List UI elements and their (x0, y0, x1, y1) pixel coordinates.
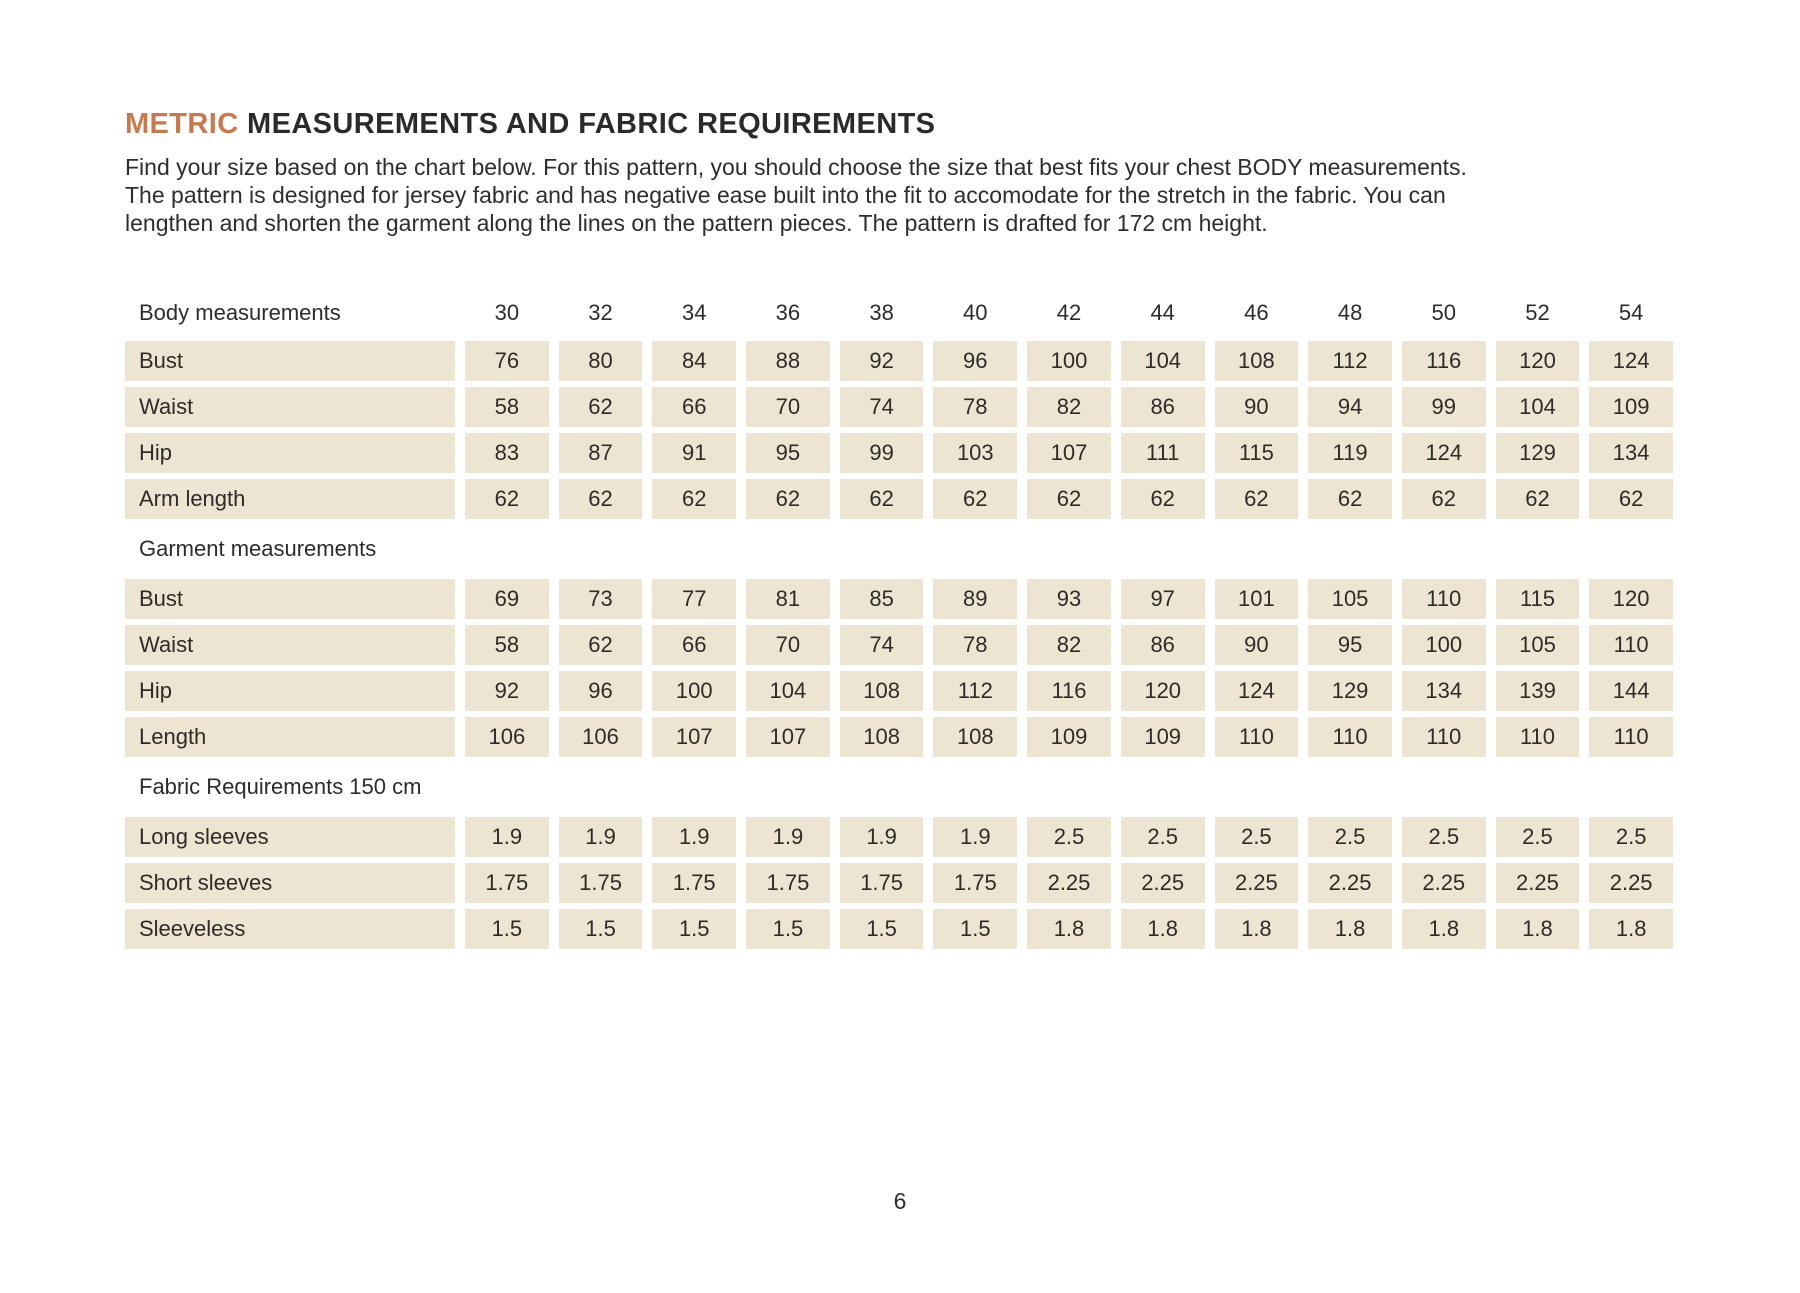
size-column-header: 30 (494, 300, 520, 325)
section-header: Fabric Requirements 150 cm (139, 774, 422, 799)
value-cell: 95 (1308, 625, 1392, 665)
value-cell: 104 (1121, 341, 1205, 381)
value-cell: 62 (1402, 479, 1486, 519)
row-label: Bust (125, 341, 455, 381)
value-cell: 82 (1027, 387, 1111, 427)
value-cell: 86 (1121, 387, 1205, 427)
value-cell: 99 (840, 433, 924, 473)
value-cell: 2.25 (1589, 863, 1673, 903)
value-cell: 73 (559, 579, 643, 619)
value-cell: 1.75 (840, 863, 924, 903)
value-cell: 100 (652, 671, 736, 711)
size-column-header: 46 (1244, 300, 1269, 325)
value-cell: 62 (933, 479, 1017, 519)
value-cell: 87 (559, 433, 643, 473)
value-cell: 110 (1402, 717, 1486, 757)
value-cell: 134 (1402, 671, 1486, 711)
size-table (125, 293, 1673, 949)
size-column-header: 36 (775, 300, 801, 325)
value-cell: 1.9 (465, 817, 549, 857)
value-cell: 1.8 (1027, 909, 1111, 949)
value-cell: 77 (652, 579, 736, 619)
intro-line-3: lengthen and shorten the garment along the lines on the pattern pieces. The pattern is drafted for 172 cm height. (125, 210, 1268, 236)
size-column-header: 40 (963, 300, 988, 325)
value-cell: 124 (1589, 341, 1673, 381)
row-label: Length (125, 717, 455, 757)
value-cell: 96 (559, 671, 643, 711)
value-cell: 62 (559, 625, 643, 665)
value-cell: 62 (746, 479, 830, 519)
value-cell: 99 (1402, 387, 1486, 427)
value-cell: 116 (1402, 341, 1486, 381)
value-cell: 1.75 (559, 863, 643, 903)
row-label: Hip (125, 433, 455, 473)
value-cell: 124 (1402, 433, 1486, 473)
value-cell: 88 (746, 341, 830, 381)
value-cell: 1.9 (652, 817, 736, 857)
value-cell: 129 (1308, 671, 1392, 711)
value-cell: 1.75 (465, 863, 549, 903)
value-cell: 2.25 (1121, 863, 1205, 903)
value-cell: 110 (1496, 717, 1580, 757)
value-cell: 62 (559, 479, 643, 519)
value-cell: 1.75 (652, 863, 736, 903)
value-cell: 2.5 (1589, 817, 1673, 857)
value-cell: 70 (746, 625, 830, 665)
value-cell: 2.25 (1402, 863, 1486, 903)
value-cell: 103 (933, 433, 1017, 473)
value-cell: 104 (746, 671, 830, 711)
value-cell: 90 (1215, 625, 1299, 665)
value-cell: 2.5 (1308, 817, 1392, 857)
value-cell: 86 (1121, 625, 1205, 665)
value-cell: 81 (746, 579, 830, 619)
value-cell: 66 (652, 387, 736, 427)
value-cell: 107 (746, 717, 830, 757)
value-cell: 62 (1308, 479, 1392, 519)
value-cell: 2.5 (1402, 817, 1486, 857)
value-cell: 89 (933, 579, 1017, 619)
value-cell: 69 (465, 579, 549, 619)
value-cell: 111 (1121, 433, 1205, 473)
row-label: Arm length (125, 479, 455, 519)
value-cell: 110 (1215, 717, 1299, 757)
value-cell: 62 (559, 387, 643, 427)
value-cell: 74 (840, 387, 924, 427)
value-cell: 80 (559, 341, 643, 381)
value-cell: 62 (652, 479, 736, 519)
value-cell: 96 (933, 341, 1017, 381)
value-cell: 101 (1215, 579, 1299, 619)
intro-line-2: The pattern is designed for jersey fabric and has negative ease built into the fit to accomodate for the stretch in the fabric. You can (125, 182, 1446, 208)
value-cell: 104 (1496, 387, 1580, 427)
value-cell: 115 (1215, 433, 1299, 473)
value-cell: 1.5 (746, 909, 830, 949)
column-header-label: Body measurements (139, 300, 341, 325)
value-cell: 62 (1215, 479, 1299, 519)
value-cell: 116 (1027, 671, 1111, 711)
value-cell: 1.5 (840, 909, 924, 949)
row-label: Bust (125, 579, 455, 619)
value-cell: 109 (1589, 387, 1673, 427)
value-cell: 84 (652, 341, 736, 381)
table-row (125, 909, 1673, 949)
value-cell: 2.25 (1027, 863, 1111, 903)
value-cell: 62 (1027, 479, 1111, 519)
value-cell: 95 (746, 433, 830, 473)
value-cell: 1.5 (933, 909, 1017, 949)
value-cell: 62 (465, 479, 549, 519)
value-cell: 129 (1496, 433, 1580, 473)
value-cell: 93 (1027, 579, 1111, 619)
value-cell: 66 (652, 625, 736, 665)
value-cell: 91 (652, 433, 736, 473)
size-column-header: 34 (681, 300, 707, 325)
value-cell: 110 (1402, 579, 1486, 619)
value-cell: 2.5 (1027, 817, 1111, 857)
value-cell: 108 (1215, 341, 1299, 381)
value-cell: 134 (1589, 433, 1673, 473)
value-cell: 108 (933, 717, 1017, 757)
value-cell: 108 (840, 717, 924, 757)
value-cell: 94 (1308, 387, 1392, 427)
table-row (125, 717, 1673, 757)
section-header: Garment measurements (139, 536, 377, 561)
value-cell: 58 (465, 387, 549, 427)
table-row (125, 387, 1673, 427)
value-cell: 1.5 (652, 909, 736, 949)
value-cell: 109 (1027, 717, 1111, 757)
intro-line-1: Find your size based on the chart below. For this pattern, you should choose the size that best fits your chest BODY measurements. (125, 154, 1467, 180)
table-row (125, 479, 1673, 519)
value-cell: 106 (465, 717, 549, 757)
row-label: Waist (125, 625, 455, 665)
value-cell: 105 (1496, 625, 1580, 665)
value-cell: 1.75 (746, 863, 830, 903)
value-cell: 1.9 (840, 817, 924, 857)
value-cell: 70 (746, 387, 830, 427)
value-cell: 2.5 (1121, 817, 1205, 857)
value-cell: 139 (1496, 671, 1580, 711)
size-column-header: 42 (1056, 300, 1082, 325)
size-column-header: 54 (1618, 300, 1644, 325)
size-column-header: 38 (869, 300, 894, 325)
value-cell: 78 (933, 625, 1017, 665)
value-cell: 62 (1496, 479, 1580, 519)
table-row (125, 579, 1673, 619)
size-column-header: 44 (1150, 300, 1175, 325)
row-label: Long sleeves (125, 817, 455, 857)
value-cell: 1.8 (1402, 909, 1486, 949)
title-rest: MEASUREMENTS AND FABRIC REQUIREMENTS (238, 108, 936, 140)
value-cell: 120 (1589, 579, 1673, 619)
value-cell: 1.5 (465, 909, 549, 949)
value-cell: 100 (1027, 341, 1111, 381)
value-cell: 62 (1589, 479, 1673, 519)
value-cell: 1.9 (559, 817, 643, 857)
value-cell: 112 (1308, 341, 1392, 381)
value-cell: 100 (1402, 625, 1486, 665)
size-column-header: 32 (588, 300, 613, 325)
value-cell: 92 (840, 341, 924, 381)
value-cell: 1.8 (1308, 909, 1392, 949)
title-highlight: METRIC (125, 108, 239, 140)
value-cell: 62 (840, 479, 924, 519)
value-cell: 109 (1121, 717, 1205, 757)
value-cell: 110 (1589, 625, 1673, 665)
intro-paragraph (125, 153, 1673, 237)
value-cell: 108 (840, 671, 924, 711)
value-cell: 2.25 (1496, 863, 1580, 903)
value-cell: 83 (465, 433, 549, 473)
value-cell: 1.9 (933, 817, 1017, 857)
value-cell: 144 (1589, 671, 1673, 711)
value-cell: 97 (1121, 579, 1205, 619)
table-row (125, 817, 1673, 857)
value-cell: 76 (465, 341, 549, 381)
size-column-header: 50 (1431, 300, 1456, 325)
row-label: Sleeveless (125, 909, 455, 949)
page-content (125, 108, 1673, 955)
value-cell: 1.75 (933, 863, 1017, 903)
value-cell: 92 (465, 671, 549, 711)
value-cell: 107 (1027, 433, 1111, 473)
value-cell: 106 (559, 717, 643, 757)
value-cell: 2.5 (1496, 817, 1580, 857)
page-number: 6 (893, 1188, 907, 1214)
table-row (125, 671, 1673, 711)
value-cell: 78 (933, 387, 1017, 427)
value-cell: 110 (1308, 717, 1392, 757)
table-row (125, 433, 1673, 473)
value-cell: 74 (840, 625, 924, 665)
value-cell: 1.8 (1589, 909, 1673, 949)
value-cell: 107 (652, 717, 736, 757)
value-cell: 2.5 (1215, 817, 1299, 857)
value-cell: 1.8 (1496, 909, 1580, 949)
row-label: Waist (125, 387, 455, 427)
row-label: Hip (125, 671, 455, 711)
size-column-header: 52 (1525, 300, 1550, 325)
value-cell: 115 (1496, 579, 1580, 619)
value-cell: 112 (933, 671, 1017, 711)
row-label: Short sleeves (125, 863, 455, 903)
value-cell: 105 (1308, 579, 1392, 619)
value-cell: 85 (840, 579, 924, 619)
value-cell: 82 (1027, 625, 1111, 665)
value-cell: 1.5 (559, 909, 643, 949)
table-row (125, 625, 1673, 665)
value-cell: 62 (1121, 479, 1205, 519)
value-cell: 124 (1215, 671, 1299, 711)
table-header-row (125, 293, 1673, 333)
table-row (125, 341, 1673, 381)
table-row (125, 863, 1673, 903)
value-cell: 120 (1121, 671, 1205, 711)
value-cell: 1.9 (746, 817, 830, 857)
value-cell: 119 (1308, 433, 1392, 473)
value-cell: 2.25 (1215, 863, 1299, 903)
value-cell: 110 (1589, 717, 1673, 757)
value-cell: 1.8 (1215, 909, 1299, 949)
page-title (125, 108, 1673, 141)
value-cell: 120 (1496, 341, 1580, 381)
value-cell: 90 (1215, 387, 1299, 427)
value-cell: 58 (465, 625, 549, 665)
value-cell: 1.8 (1121, 909, 1205, 949)
size-column-header: 48 (1337, 300, 1363, 325)
value-cell: 2.25 (1308, 863, 1392, 903)
